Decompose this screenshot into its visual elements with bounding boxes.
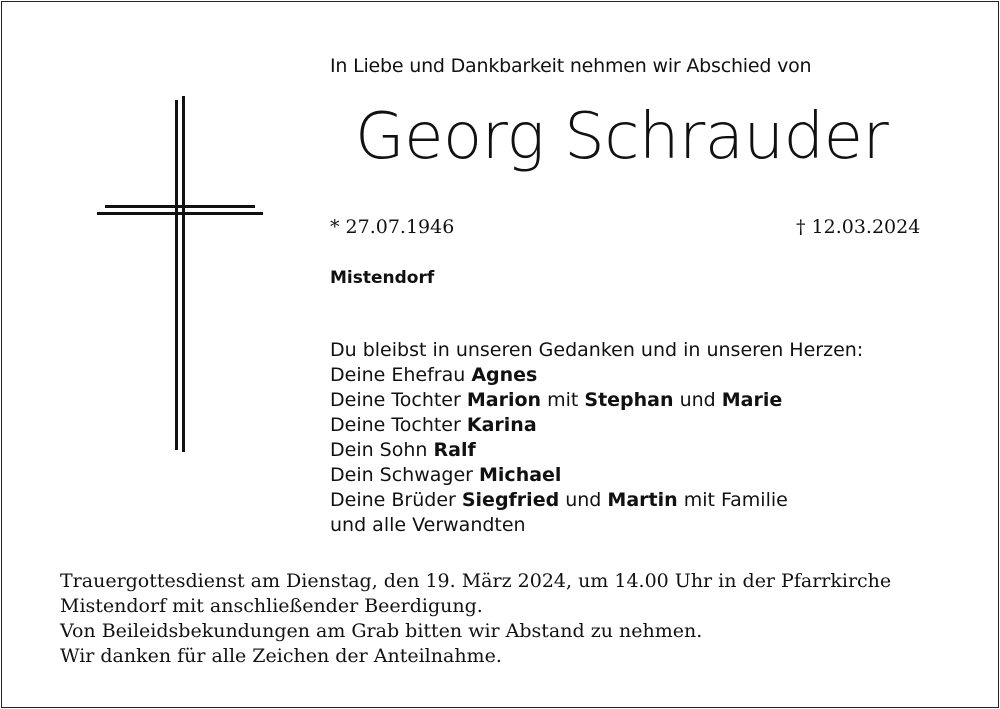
mourner-relation: und xyxy=(559,489,608,511)
mourner-relation: und xyxy=(673,389,722,411)
mourner-line xyxy=(330,463,863,488)
mourner-relation: Deine Brüder xyxy=(330,489,462,511)
mourner-name: Ralf xyxy=(433,439,476,461)
mourner-line xyxy=(330,413,863,438)
mourners-list xyxy=(330,338,863,538)
intro-text: In Liebe und Dankbarkeit nehmen wir Abschied von xyxy=(330,55,812,77)
mourner-name: Agnes xyxy=(471,364,538,386)
deceased-name-text: Georg Schrauder xyxy=(355,100,889,174)
service-info xyxy=(60,569,891,669)
mourner-relation: Dein Schwager xyxy=(330,464,480,486)
mourner-lines xyxy=(330,363,863,538)
mourner-relation: Deine Tochter xyxy=(330,414,467,436)
mourner-relation: und alle Verwandten xyxy=(330,514,526,536)
mourner-name: Stephan xyxy=(584,389,674,411)
mourner-relation: Deine Ehefrau xyxy=(330,364,472,386)
mourner-line xyxy=(330,513,863,538)
mourner-relation: mit Familie xyxy=(677,489,788,511)
mourner-line xyxy=(330,488,863,513)
deceased-name xyxy=(0,100,1000,174)
mourner-name: Marion xyxy=(466,389,542,411)
mourner-name: Michael xyxy=(479,464,562,486)
footer-line: Mistendorf mit anschließender Beerdigung. xyxy=(60,595,483,617)
footer-line: Trauergottesdienst am Dienstag, den 19. März 2024, um 14.00 Uhr in der Pfarrkirche xyxy=(60,570,892,592)
mourner-line xyxy=(330,388,863,413)
mourner-name: Karina xyxy=(466,414,537,436)
death-date: † 12.03.2024 xyxy=(796,216,921,238)
mourner-line xyxy=(330,363,863,388)
mourner-relation: Deine Tochter xyxy=(330,389,467,411)
mourners-heading: Du bleibst in unseren Gedanken und in unseren Herzen: xyxy=(330,339,864,361)
footer-line: Wir danken für alle Zeichen der Anteilnahme. xyxy=(60,645,502,667)
mourner-relation: Dein Sohn xyxy=(330,439,434,461)
mourner-relation: mit xyxy=(541,389,585,411)
footer-line: Von Beileidsbekundungen am Grab bitten wir Abstand zu nehmen. xyxy=(60,620,703,642)
mourner-name: Martin xyxy=(607,489,678,511)
mourner-line xyxy=(330,438,863,463)
mourner-name: Siegfried xyxy=(461,489,560,511)
birth-date: * 27.07.1946 xyxy=(330,216,455,238)
mourner-name: Marie xyxy=(721,389,783,411)
place-name: Mistendorf xyxy=(330,268,435,288)
